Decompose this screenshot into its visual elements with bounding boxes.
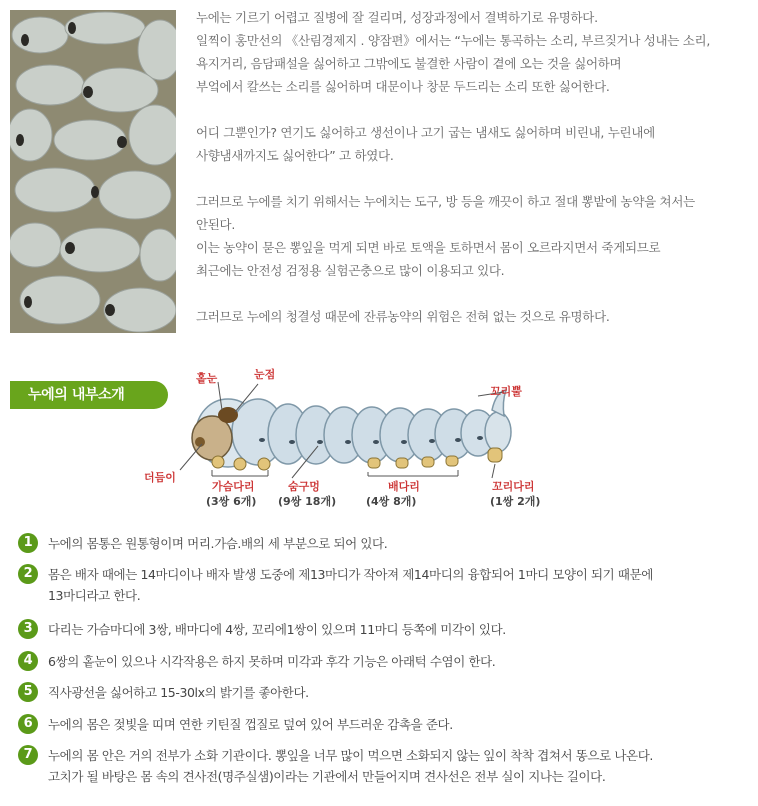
intro-line: 그러므로 누에의 청결성 때문에 잔류농약의 위험은 전혀 없는 것으로 유명하다. bbox=[196, 309, 610, 324]
fact-number-badge: 7 bbox=[18, 745, 38, 765]
silkworm-diagram-svg bbox=[140, 360, 590, 520]
intro-paragraph-3 bbox=[196, 190, 746, 282]
fact-number-badge: 2 bbox=[18, 564, 38, 584]
fact-item-2 bbox=[18, 564, 653, 606]
intro-line: 어디 그뿐인가? 연기도 싫어하고 생선이나 고기 굽는 냄새도 싫어하며 비린내, 누린내에 bbox=[196, 125, 655, 140]
fact-text: 누에의 몸은 젖빛을 띠며 연한 키틴질 껍질로 덮여 있어 부드러운 감촉을 준다. bbox=[48, 717, 453, 732]
fact-item-4 bbox=[18, 651, 495, 672]
fact-item-5 bbox=[18, 682, 309, 703]
label-tail-legs: 꼬리다리 bbox=[492, 480, 535, 493]
fact-text: 6쌍의 홑눈이 있으나 시각작용은 하지 못하며 미각과 후각 기능은 아래턱 수염이 한다. bbox=[48, 654, 496, 669]
silkworm-photo bbox=[10, 10, 176, 333]
fact-number-badge: 6 bbox=[18, 714, 38, 734]
intro-line: 그러므로 누에를 치기 위해서는 누에치는 도구, 방 등을 깨끗이 하고 절대 뽕밭에 농약을 쳐서는 bbox=[196, 194, 695, 209]
intro-line: 욕지거리, 음담패설을 싫어하고 그밖에도 불결한 사람이 곁에 오는 것을 싫어하며 bbox=[196, 56, 622, 71]
silkworm-anatomy-diagram bbox=[140, 360, 590, 520]
intro-text bbox=[196, 6, 746, 351]
label-simple-eye: 홑눈 bbox=[196, 372, 218, 385]
fact-text: 다리는 가슴마디에 3쌍, 배마디에 4쌍, 꼬리에1쌍이 있으며 11마디 등쪽에 미각이 있다. bbox=[48, 622, 506, 637]
label-spiracles-count: (9쌍 18개) bbox=[278, 495, 337, 508]
section-title: 누에의 내부소개 bbox=[28, 387, 125, 403]
label-eye-spot: 눈점 bbox=[254, 368, 276, 381]
intro-line: 최근에는 안전성 검정용 실험곤충으로 많이 이용되고 있다. bbox=[196, 263, 505, 278]
fact-text: 몸은 배자 때에는 14마디이나 배자 발생 도중에 제13마디가 작아져 제14마디의 융합되어 1마디 모양이 되기 때문에 bbox=[48, 567, 653, 582]
fact-text: 고치가 될 바탕은 몸 속의 견사전(명주실샘)이라는 기관에서 만들어지며 견사선은 전부 실이 지나는 길이다. bbox=[48, 769, 606, 784]
intro-paragraph-4 bbox=[196, 305, 746, 328]
fact-item-1 bbox=[18, 533, 387, 554]
label-antenna: 더듬이 bbox=[144, 471, 176, 484]
intro-paragraph-1 bbox=[196, 6, 746, 98]
fact-item-7 bbox=[18, 745, 653, 787]
fact-number-badge: 4 bbox=[18, 651, 38, 671]
fact-number-badge: 1 bbox=[18, 533, 38, 553]
silkworm-photo-image bbox=[10, 10, 176, 333]
fact-item-6 bbox=[18, 714, 453, 735]
fact-text: 누에의 몸통은 원통형이며 머리.가슴.배의 세 부분으로 되어 있다. bbox=[48, 536, 388, 551]
label-thoracic-legs-count: (3쌍 6개) bbox=[206, 495, 257, 508]
fact-number-badge: 3 bbox=[18, 619, 38, 639]
intro-line: 이는 농약이 묻은 뽕잎을 먹게 되면 바로 토액을 토하면서 몸이 오르라지면서 죽게되므로 bbox=[196, 240, 661, 255]
intro-paragraph-2 bbox=[196, 121, 746, 167]
intro-line: 사향냄새까지도 싫어한다” 고 하였다. bbox=[196, 148, 394, 163]
fact-text: 직사광선을 싫어하고 15-30lx의 밝기를 좋아한다. bbox=[48, 685, 309, 700]
intro-line: 안된다. bbox=[196, 217, 235, 232]
label-thoracic-legs: 가슴다리 bbox=[212, 480, 255, 493]
fact-number-badge: 5 bbox=[18, 682, 38, 702]
fact-item-3 bbox=[18, 619, 506, 640]
intro-line: 누에는 기르기 어렵고 질병에 잘 걸리며, 성장과정에서 결벽하기로 유명하다. bbox=[196, 10, 598, 25]
fact-text: 누에의 몸 안은 거의 전부가 소화 기관이다. 뽕잎을 너무 많이 먹으면 소화되지 않는 잎이 착착 겹쳐서 똥으로 나온다. bbox=[48, 748, 653, 763]
label-tail-horn: 꼬리뿔 bbox=[490, 385, 522, 398]
label-abdominal-legs-count: (4쌍 8개) bbox=[366, 495, 417, 508]
fact-text: 13마디라고 한다. bbox=[48, 588, 141, 603]
label-abdominal-legs: 배다리 bbox=[388, 480, 420, 493]
label-tail-legs-count: (1쌍 2개) bbox=[490, 495, 541, 508]
intro-line: 일찍이 홍만선의 《산림경제지 . 양잠편》에서는 “누에는 통곡하는 소리, 부르짖거나 성내는 소리, bbox=[196, 33, 711, 48]
intro-line: 부엌에서 칼쓰는 소리를 싫어하며 대문이나 창문 두드리는 소리 또한 싫어한다. bbox=[196, 79, 610, 94]
label-spiracles: 숨구멍 bbox=[288, 480, 320, 493]
